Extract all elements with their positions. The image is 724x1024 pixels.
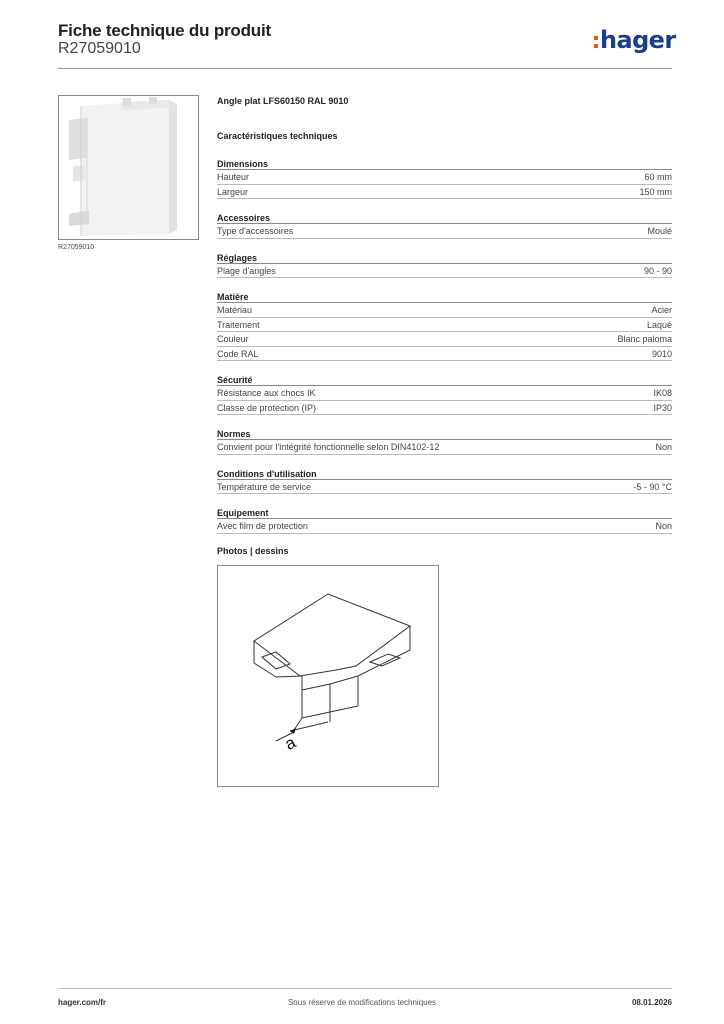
spec-group-reglages <box>217 246 672 279</box>
spec-label: Matériau <box>217 305 253 315</box>
footer-notice: Sous réserve de modifications techniques <box>287 998 437 1007</box>
product-photo-illustration <box>59 96 199 240</box>
spec-value: 150 mm <box>639 186 672 197</box>
spec-row <box>217 170 672 185</box>
spec-label: Traitement <box>217 319 260 330</box>
spec-group-title: Normes <box>217 422 672 440</box>
spec-group-title: Réglages <box>217 246 672 264</box>
spec-value: 90 - 90 <box>643 265 672 276</box>
spec-group-title: Equipement <box>217 501 672 519</box>
spec-value: IP30 <box>653 402 672 413</box>
product-reference: R27059010 <box>58 40 141 57</box>
spec-label: Classe de protection (IP) <box>217 402 317 413</box>
footer-divider <box>58 988 672 989</box>
spec-value: Moulé <box>647 226 672 236</box>
spec-row <box>217 303 672 318</box>
product-photo-caption: R27059010 <box>58 244 95 251</box>
page-title: Fiche technique du produit <box>58 21 271 40</box>
footer-date: 08.01.2026 <box>631 998 672 1007</box>
footer-website-link[interactable]: hager.com/fr <box>58 998 107 1007</box>
product-name: Angle plat LFS60150 RAL 9010 <box>217 96 349 106</box>
spec-group-title: Conditions d'utilisation <box>217 462 672 480</box>
spec-label: Couleur <box>217 334 249 344</box>
spec-row <box>217 318 672 333</box>
dimension-label-a: a <box>281 732 299 754</box>
spec-group-normes <box>217 422 672 455</box>
spec-row <box>217 519 672 534</box>
spec-label: Hauteur <box>217 172 250 182</box>
specifications-heading: Caractéristiques techniques <box>217 131 338 141</box>
spec-value: Laqué <box>646 319 672 330</box>
spec-row <box>217 386 672 401</box>
spec-label: Avec film de protection <box>217 521 308 531</box>
spec-label: Plage d'angles <box>217 265 276 276</box>
spec-value: 9010 <box>651 348 672 359</box>
spec-group-title: Accessoires <box>217 206 672 224</box>
spec-row <box>217 332 672 347</box>
logo-colon-mark <box>594 34 598 49</box>
spec-label: Largeur <box>217 186 249 197</box>
spec-group-accessoires <box>217 206 672 239</box>
spec-value: 60 mm <box>644 172 672 182</box>
spec-row <box>217 264 672 279</box>
spec-group-conditions <box>217 462 672 495</box>
photos-heading: Photos | dessins <box>217 546 289 556</box>
spec-label: Température de service <box>217 481 312 492</box>
spec-value: -5 - 90 °C <box>633 481 672 492</box>
header-divider <box>58 68 672 69</box>
spec-row <box>217 401 672 416</box>
spec-label: Convient pour l'intégrité fonctionnelle selon DIN4102-12 <box>217 442 440 452</box>
spec-group-matiere <box>217 285 672 361</box>
spec-group-title: Matière <box>217 285 672 303</box>
spec-row <box>217 224 672 239</box>
spec-label: Code RAL <box>217 348 259 359</box>
spec-label: Résistance aux chocs IK <box>217 388 316 398</box>
technical-specifications <box>217 96 672 534</box>
spec-group-equipement <box>217 501 672 534</box>
technical-drawing <box>217 565 439 787</box>
spec-group-securite <box>217 368 672 415</box>
product-photo <box>58 95 199 240</box>
spec-group-title: Sécurité <box>217 368 672 386</box>
spec-value: Blanc paloma <box>617 334 672 344</box>
logo-text: hager <box>600 26 676 54</box>
spec-group-dimensions <box>217 152 672 199</box>
hager-logo <box>594 28 676 52</box>
spec-row <box>217 440 672 455</box>
spec-row <box>217 480 672 495</box>
spec-value: Non <box>655 521 672 531</box>
spec-row <box>217 185 672 200</box>
spec-value: Non <box>655 442 672 452</box>
flat-angle-drawing <box>218 566 438 786</box>
spec-label: Type d'accessoires <box>217 226 294 236</box>
spec-row <box>217 347 672 362</box>
spec-value: IK08 <box>653 388 672 398</box>
spec-value: Acier <box>651 305 672 315</box>
spec-group-title: Dimensions <box>217 152 672 170</box>
